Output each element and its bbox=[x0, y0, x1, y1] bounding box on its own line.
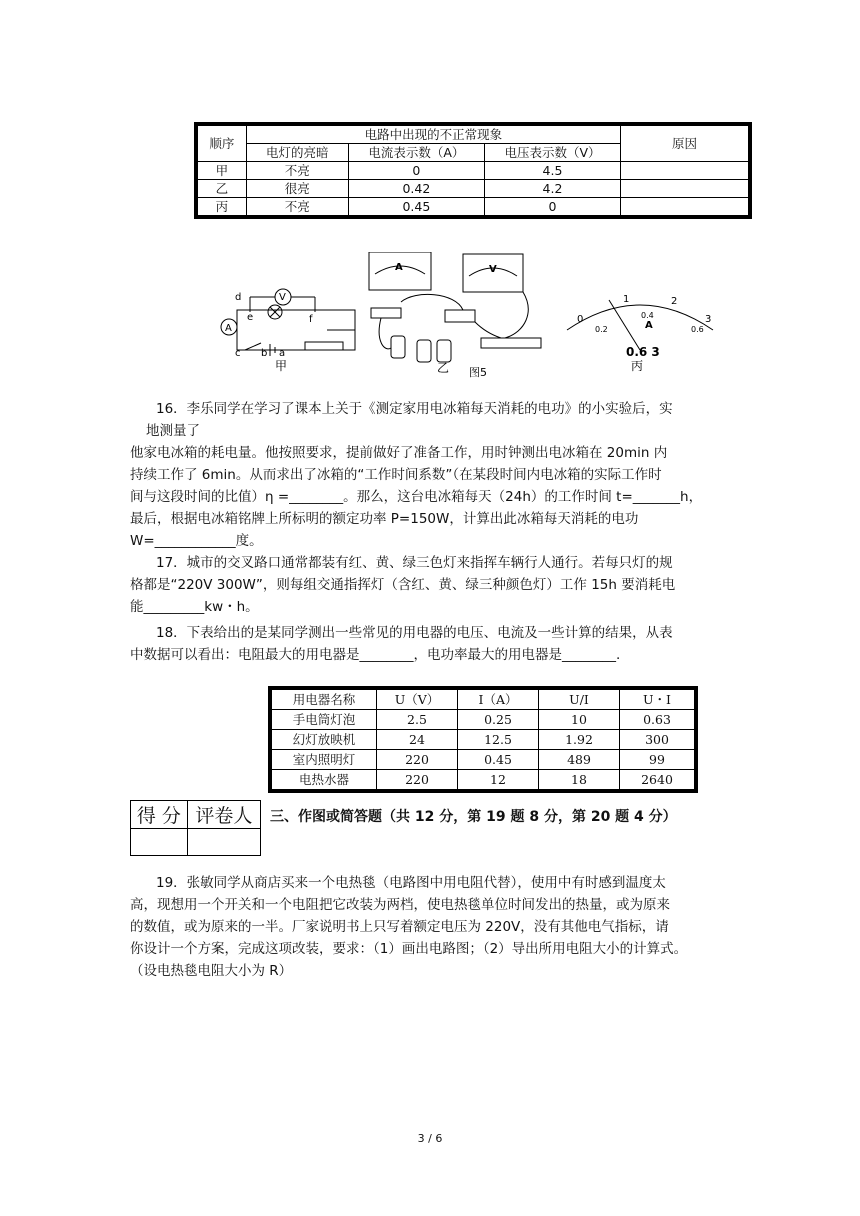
table-row bbox=[196, 162, 750, 180]
table-cell: 很亮 bbox=[246, 180, 348, 198]
node-label: c bbox=[235, 348, 241, 359]
q19-line: （设电热毯电阻大小为 R） bbox=[130, 963, 293, 979]
table-cell: 24 bbox=[377, 730, 458, 750]
score-box bbox=[130, 800, 261, 856]
table-cell: 220 bbox=[377, 750, 458, 770]
col-header: 用电器名称 bbox=[270, 688, 377, 710]
q19-line: 你设计一个方案，完成这项改装，要求：（1）画出电路图；（2）导出所用电阻大小的计算式。 bbox=[130, 941, 688, 957]
table-cell: 4.5 bbox=[484, 162, 620, 180]
node-label: e bbox=[247, 312, 254, 323]
dial-terminals: 0.6 3 bbox=[626, 345, 660, 359]
table-cell: 0.63 bbox=[620, 710, 697, 730]
q17-line: 17．城市的交叉路口通常都装有红、黄、绿三色灯来指挥车辆行人通行。若每只灯的规 bbox=[156, 555, 673, 571]
q18-line: 中数据可以看出：电阻最大的用电器是________，电功率最大的用电器是________. bbox=[130, 647, 621, 663]
question-17 bbox=[130, 552, 730, 618]
table-row bbox=[270, 710, 696, 730]
node-label: b bbox=[261, 348, 268, 359]
table-cell: 甲 bbox=[196, 162, 246, 180]
q16-line: 最后，根据电冰箱铭牌上所标明的额定功率 P=150W，计算出此冰箱每天消耗的电功 bbox=[130, 511, 639, 527]
dial-tick: 3 bbox=[705, 314, 712, 325]
dial-tick: 0 bbox=[577, 314, 584, 325]
q19-line: 19．张敏同学从商店买来一个电热毯（电路图中用电阻代替），使用中有时感到温度太 bbox=[156, 875, 666, 891]
table-cell: 220 bbox=[377, 770, 458, 792]
abnormal-phenomena-table bbox=[194, 122, 752, 219]
table-cell: 手电筒灯泡 bbox=[270, 710, 377, 730]
table-cell: 1.92 bbox=[539, 730, 620, 750]
rheostat-symbol bbox=[305, 342, 343, 350]
dial-tick: 1 bbox=[623, 294, 630, 305]
dial-tick: 0.4 bbox=[641, 311, 654, 320]
col-reason-header: 原因 bbox=[621, 124, 750, 162]
reason-cell bbox=[621, 162, 750, 180]
table-cell: 12.5 bbox=[458, 730, 539, 750]
q17-line: 能_________kw・h。 bbox=[130, 599, 259, 615]
q16-line: 他家电冰箱的耗电量。他按照要求，提前做好了准备工作，用时钟测出电冰箱在 20min 内 bbox=[130, 445, 668, 461]
table-cell: 不亮 bbox=[246, 162, 348, 180]
table-cell: 10 bbox=[539, 710, 620, 730]
battery-device bbox=[437, 340, 451, 362]
lamp-device bbox=[445, 310, 475, 322]
switch-device bbox=[371, 308, 401, 318]
table-cell: 12 bbox=[458, 770, 539, 792]
table-cell: 乙 bbox=[196, 180, 246, 198]
node-label: a bbox=[279, 348, 286, 359]
table-row bbox=[270, 770, 696, 792]
question-16 bbox=[130, 398, 730, 552]
table-cell: 幻灯放映机 bbox=[270, 730, 377, 750]
table-cell: 电热水器 bbox=[270, 770, 377, 792]
battery-device bbox=[417, 340, 431, 362]
q16-line: 地测量了 bbox=[146, 423, 200, 439]
col-header: I（A） bbox=[458, 688, 539, 710]
dial-tick: 0.2 bbox=[595, 325, 608, 334]
voltmeter-label: V bbox=[279, 292, 286, 303]
table-cell: 丙 bbox=[196, 198, 246, 218]
col-header: U（V） bbox=[377, 688, 458, 710]
score-field[interactable] bbox=[131, 829, 188, 856]
table-row bbox=[270, 730, 696, 750]
table-cell: 2.5 bbox=[377, 710, 458, 730]
section-3-title: 三、作图或简答题（共 12 分，第 19 题 8 分，第 20 题 4 分） bbox=[270, 809, 677, 825]
sub-header: 电灯的亮暗 bbox=[246, 144, 348, 162]
question-19 bbox=[130, 872, 750, 982]
col-group-header: 电路中出现的不正常现象 bbox=[246, 124, 620, 144]
table-row bbox=[270, 750, 696, 770]
figure-5-circuit bbox=[205, 252, 725, 380]
reason-cell bbox=[621, 180, 750, 198]
voltmeter-device-label: V bbox=[489, 264, 497, 275]
grader-label: 评卷人 bbox=[187, 801, 260, 829]
battery-device bbox=[391, 336, 405, 358]
figure-label-yi: 乙 bbox=[437, 361, 450, 375]
grader-field[interactable] bbox=[187, 829, 260, 856]
table-cell: 18 bbox=[539, 770, 620, 792]
table-cell: 不亮 bbox=[246, 198, 348, 218]
table-row bbox=[196, 198, 750, 218]
table-cell: 489 bbox=[539, 750, 620, 770]
table-cell: 0.25 bbox=[458, 710, 539, 730]
q16-line: 持续工作了 6min。从而求出了冰箱的“工作时间系数”（在某段时间内电冰箱的实际工作时 bbox=[130, 467, 662, 483]
q16-line: 16．李乐同学在学习了课本上关于《测定家用电冰箱每天消耗的电功》的小实验后，实 bbox=[156, 401, 673, 417]
figure-label-jia: 甲 bbox=[275, 359, 288, 373]
question-18 bbox=[130, 622, 730, 666]
rheostat-device bbox=[481, 338, 541, 348]
reason-cell bbox=[621, 198, 750, 218]
table-cell: 2640 bbox=[620, 770, 697, 792]
q17-line: 格都是“220V 300W”，则每组交通指挥灯（含红、黄、绿三种颜色灯）工作 15h 要消耗电 bbox=[130, 577, 676, 593]
dial-tick: 2 bbox=[671, 296, 678, 307]
table-cell: 0 bbox=[484, 198, 620, 218]
table-cell: 0 bbox=[348, 162, 484, 180]
dial-tick: 0.6 bbox=[691, 325, 704, 334]
table-cell: 0.42 bbox=[348, 180, 484, 198]
q18-line: 18．下表给出的是某同学测出一些常见的用电器的电压、电流及一些计算的结果，从表 bbox=[156, 625, 673, 641]
col-header: U/I bbox=[539, 688, 620, 710]
col-header: U・I bbox=[620, 688, 697, 710]
table-cell: 0.45 bbox=[458, 750, 539, 770]
page-number: 3 / 6 bbox=[417, 1132, 443, 1145]
table-cell: 0.45 bbox=[348, 198, 484, 218]
sub-header: 电流表示数（A） bbox=[348, 144, 484, 162]
table-cell: 4.2 bbox=[484, 180, 620, 198]
table-cell: 300 bbox=[620, 730, 697, 750]
figure-label-bing: 丙 bbox=[631, 359, 644, 373]
q16-line: W=____________度。 bbox=[130, 533, 263, 549]
score-label: 得 分 bbox=[131, 801, 188, 829]
q19-line: 的数值，或为原来的一半。厂家说明书上只写着额定电压为 220V，没有其他电气指标，请 bbox=[130, 919, 669, 935]
table-cell: 室内照明灯 bbox=[270, 750, 377, 770]
table-row bbox=[196, 180, 750, 198]
figure-caption: 图5 bbox=[469, 366, 487, 379]
ammeter-label: A bbox=[225, 323, 232, 334]
table-cell: 99 bbox=[620, 750, 697, 770]
ammeter-dial-label: A bbox=[645, 320, 653, 331]
node-label: d bbox=[235, 292, 242, 303]
appliance-table bbox=[268, 686, 698, 793]
sub-header: 电压表示数（V） bbox=[484, 144, 620, 162]
ammeter-device-label: A bbox=[395, 262, 403, 273]
col-order-header: 顺序 bbox=[196, 124, 246, 162]
q19-line: 高，现想用一个开关和一个电阻把它改装为两档，使电热毯单位时间发出的热量，或为原来 bbox=[130, 897, 670, 913]
node-label: f bbox=[309, 314, 313, 325]
q16-line: 间与这段时间的比值）η =________。那么，这台电冰箱每天（24h）的工作时间 t=_______h， bbox=[130, 489, 703, 505]
